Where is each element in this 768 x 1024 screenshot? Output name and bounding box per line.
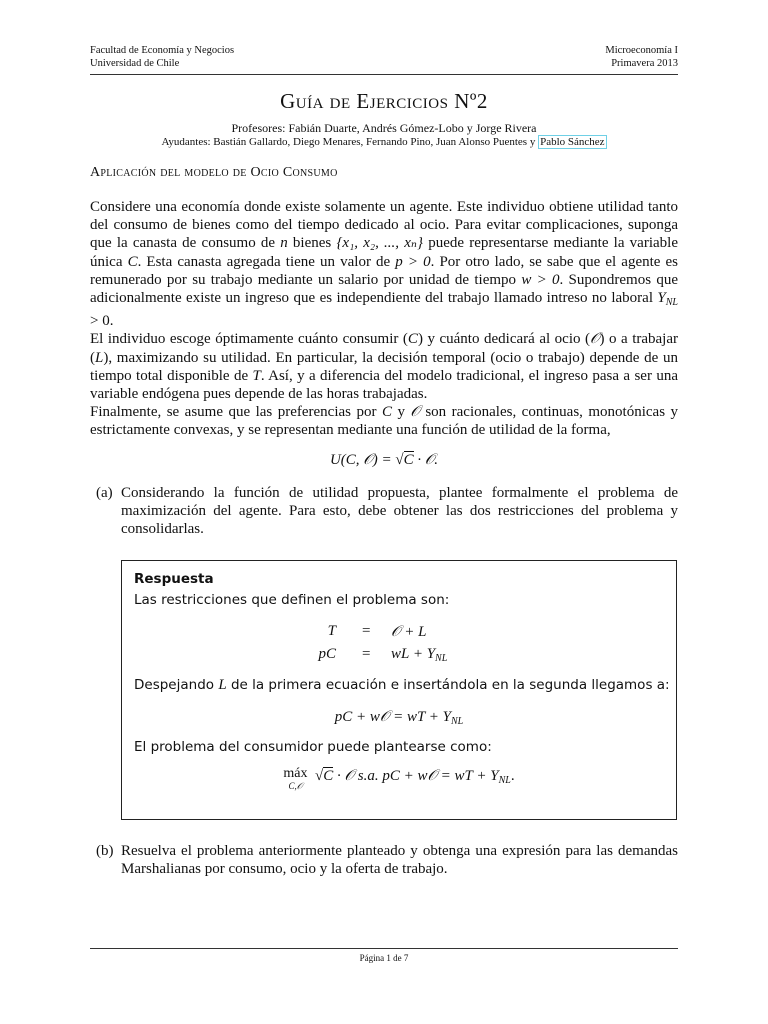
header-rule — [90, 74, 678, 75]
term: Primavera 2013 — [611, 58, 678, 69]
professors-line: Profesores: Fabián Duarte, Andrés Gómez-Lobo y Jorge Rivera — [231, 121, 537, 135]
answer-heading: Respuesta — [134, 571, 214, 587]
header-left — [90, 44, 234, 70]
footer-rule — [90, 948, 678, 949]
header-right — [605, 44, 678, 70]
assistant-link[interactable]: Pablo Sánchez — [540, 136, 605, 148]
answer-line-2: Despejando L de la primera ecuación e insertándola en la segunda llegamos a: — [134, 677, 670, 693]
budget-equation: pC + w𝒪 = wT + $Y_{NL}$ — [334, 709, 464, 727]
exercise-a-label: (a) — [96, 485, 113, 501]
exercise-b — [90, 842, 678, 878]
faculty-name: Facultad de Economía y Negocios — [90, 45, 235, 56]
course-name: Microeconomía I — [605, 45, 678, 56]
page-title: Guía de Ejercicios Nº2 — [280, 89, 488, 113]
university-name: Universidad de Chile — [90, 58, 180, 69]
assistants-line — [90, 136, 678, 148]
answer-line-3: El problema del consumidor puede plantearse como: — [134, 739, 492, 755]
exercise-a — [90, 484, 678, 539]
exercise-b-label: (b) — [96, 843, 114, 859]
max-operator: máx C,𝒪 — [283, 766, 308, 791]
section-title: Aplicación del modelo de Ocio Consumo — [90, 165, 338, 180]
max-problem: máx C,𝒪 √C · 𝒪 s.a. pC + w𝒪 = wT + $Y_{NL}$. — [283, 766, 515, 791]
exercise-b-text: Resuelva el problema anteriormente planteado y obtenga una expresión para las demandas Marshalianas por consumo, ocio y la oferta de trabajo. — [121, 843, 678, 878]
answer-line-1: Las restricciones que definen el problema son: — [134, 592, 450, 608]
exercise-a-text: Considerando la función de utilidad propuesta, plantee formalmente el problema de maximización del agente. Para esto, debe obtener las dos restricciones del problema y consolidarlas. — [121, 485, 678, 538]
assistants-text: Ayudantes: Bastián Gallardo, Diego Menares, Fernando Pino, Juan Alonso Puentes y — [161, 136, 536, 148]
paragraph-2: El individuo escoge óptimamente cuánto consumir (C) y cuánto dedicará al ocio (𝒪) o a trabajar (L), maximizando su utilidad. En particular, la decisión temporal (ocio o trabajo) depende de un tiempo total disponible de T. Así, y a diferencia del modelo tradicional, el ingreso pasa a ser una variable endógena pues depende de las horas trabajadas. — [90, 331, 678, 403]
answer-box: Respuesta Las restricciones que definen el problema son: T = 𝒪 + L pC = wL + $Y_{NL}$ Despejando L de la primera ecuación e insertándola en la segunda llegamos a: pC + w𝒪 = wT + $Y_{NL}$ El problema del consumidor puede plantearse como: máx C,𝒪 √C · 𝒪 s.a. pC + w𝒪 = wT + $Y_{NL}$. — [121, 560, 677, 820]
paragraph-3: Finalmente, se asume que las preferencias por C y 𝒪 son racionales, continuas, monotónicas y estrictamente convexas, y se representan mediante una función de utilidad de la forma, — [90, 404, 679, 439]
page-number: Página 1 de 7 — [359, 953, 409, 963]
problem-statement — [90, 198, 678, 479]
paragraph-1: Considere una economía donde existe solamente un agente. Este individuo obtiene utilidad tanto del consumo de bienes como del tiempo dedicado al ocio. Para evitar complicaciones, suponga que la canasta de consumo de n bienes {x₁, x₂, ..., xₙ} puede representarse mediante la variable única C. Esta canasta agregada tiene un valor de p > 0. Por otro lado, se sabe que el agente es remunerado por su trabajo mediante un salario por unidad de tiempo w > 0. Supondremos que adicionalmente existe un ingreso que es independiente del trabajo llamado intreso no laboral $Y_{NL} > 0$. — [90, 199, 679, 330]
utility-equation: U(C, 𝒪) = √C · 𝒪. — [329, 451, 439, 468]
